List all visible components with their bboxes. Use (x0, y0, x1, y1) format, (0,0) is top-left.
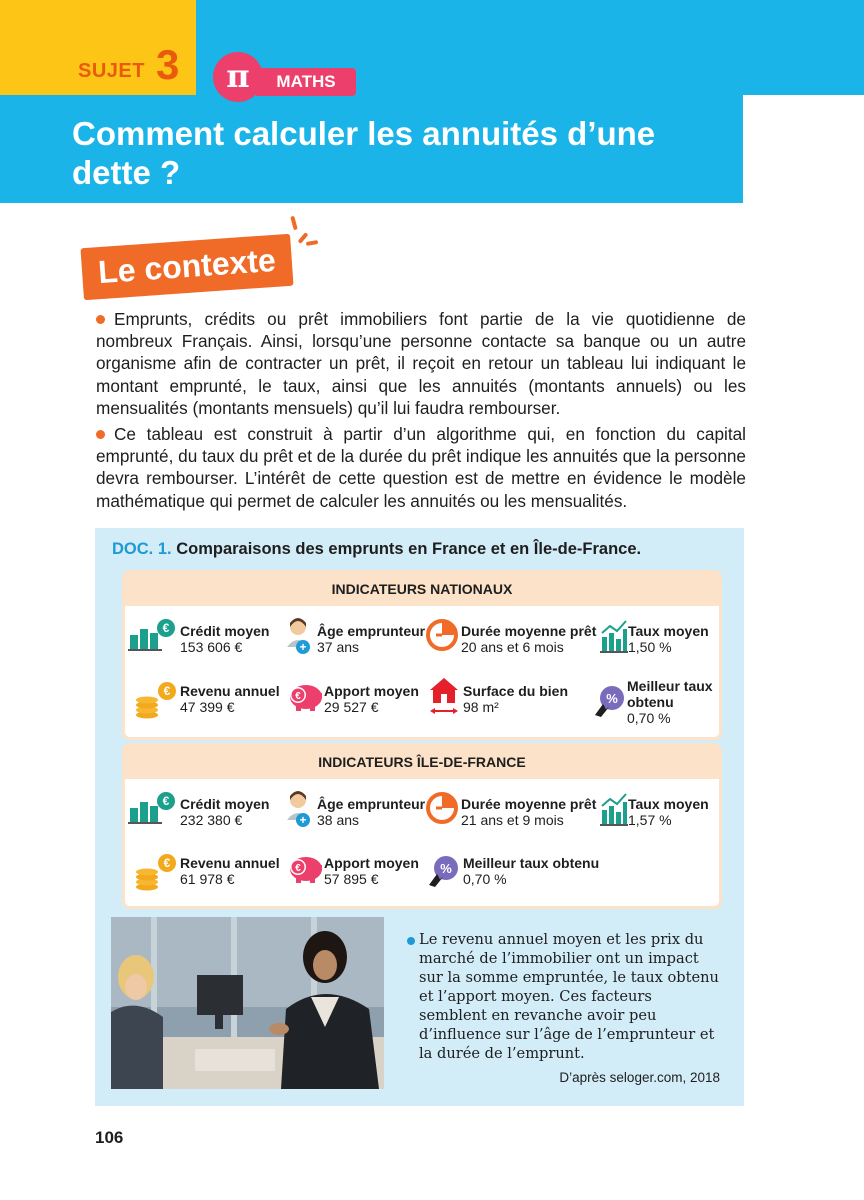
meilleur-value: 0,70 % (463, 871, 507, 887)
coins-icon (133, 681, 179, 719)
page-title: Comment calculer les annuités d’une dette ? (72, 115, 656, 191)
taux-value: 1,57 % (628, 812, 672, 828)
house-icon (428, 676, 460, 716)
revenu-label: Revenu annuel (180, 855, 280, 871)
age-label: Âge emprunteur (317, 623, 426, 639)
coins-icon (133, 853, 179, 891)
piggy-bank-icon (284, 677, 324, 713)
subject-label: MATHS (256, 68, 356, 96)
credit-value: 232 380 € (180, 812, 243, 828)
meeting-photo (111, 917, 384, 1089)
person-icon (285, 617, 315, 655)
percent-cursor-icon (426, 854, 460, 888)
context-tag: Le contexte (80, 234, 293, 301)
national-meilleur (627, 678, 713, 726)
svg-text:€: € (163, 856, 171, 870)
apport-value: 29 527 € (324, 699, 379, 715)
age-value: 37 ans (317, 639, 360, 655)
note-text: Le revenu annuel moyen et les prix du marché de l’immobilier ont un impact sur la somme empruntée, le taux obtenu et l’apport moyen. Ces facteurs semblent en revanche avoir peu d’influence sur l’âge de l’emprunteur et la durée de l’emprunt. (419, 931, 719, 1062)
revenu-value: 47 399 € (180, 699, 235, 715)
national-age (317, 623, 425, 655)
meilleur-label: Meilleur taux obtenu (463, 855, 600, 871)
taux-label: Taux moyen (628, 623, 709, 639)
taux-value: 1,50 % (628, 639, 672, 655)
idf-header: INDICATEURS ÎLE-DE-FRANCE (125, 746, 719, 779)
national-taux (628, 623, 709, 655)
source-credit: D’après seloger.com, 2018 (559, 1070, 720, 1085)
bullet-icon (407, 937, 415, 945)
apport-label: Apport moyen (324, 683, 419, 699)
percent-cursor-icon (592, 684, 626, 718)
idf-credit (180, 796, 269, 828)
svg-text:€: € (295, 691, 301, 702)
pi-icon: π (213, 52, 263, 102)
credit-icon (128, 790, 176, 824)
sujet-label: SUJET (78, 60, 145, 82)
revenu-value: 61 978 € (180, 871, 235, 887)
idf-apport (324, 855, 419, 887)
context-paragraph: Ce tableau est construit à partir d’un algorithme qui, en fonction du capital emprunté, du taux du prêt et de la durée du prêt indique les annuités que la personne devra rembourser. L’intérêt de cette question est de mettre en évidence le modèle mathématique qui permet de calculer les annuités ou les mensualités. (96, 424, 746, 511)
doc-label: DOC. 1. (112, 540, 172, 558)
chart-up-icon (600, 792, 628, 826)
national-revenu (180, 683, 280, 715)
piggy-bank-icon (284, 849, 324, 885)
credit-icon (128, 617, 176, 651)
clock-icon (426, 792, 458, 824)
duree-value: 21 ans et 9 mois (461, 812, 564, 828)
sujet-number: 3 (156, 41, 180, 88)
duree-label: Durée moyenne prêt (461, 623, 597, 639)
svg-text:%: % (440, 861, 452, 876)
svg-text:€: € (163, 684, 171, 698)
svg-text:€: € (162, 794, 170, 808)
idf-meilleur (463, 855, 599, 887)
clock-icon (426, 619, 458, 651)
apport-label: Apport moyen (324, 855, 419, 871)
surface-label: Surface du bien (463, 683, 569, 699)
age-label: Âge emprunteur (317, 796, 426, 812)
spark-icon (290, 216, 297, 231)
taux-label: Taux moyen (628, 796, 709, 812)
svg-text:%: % (606, 691, 618, 706)
idf-taux (628, 796, 709, 828)
idf-age (317, 796, 425, 828)
doc-caption: Comparaisons des emprunts en France et en Île-de-France. (176, 540, 642, 558)
age-value: 38 ans (317, 812, 360, 828)
duree-label: Durée moyenne prêt (461, 796, 597, 812)
svg-text:€: € (295, 863, 301, 874)
svg-text:€: € (162, 621, 170, 635)
credit-label: Crédit moyen (180, 796, 270, 812)
spark-icon (306, 240, 319, 246)
idf-revenu (180, 855, 280, 887)
revenu-label: Revenu annuel (180, 683, 280, 699)
duree-value: 20 ans et 6 mois (461, 639, 564, 655)
meeting-illustration (111, 917, 384, 1089)
apport-value: 57 895 € (324, 871, 379, 887)
national-credit (180, 623, 269, 655)
idf-duree (461, 796, 596, 828)
svg-text:+: + (299, 640, 307, 654)
national-surface (463, 683, 568, 715)
page-number: 106 (95, 1128, 124, 1147)
national-apport (324, 683, 419, 715)
meilleur-label-2: obtenu (627, 694, 674, 710)
doc-title (112, 540, 641, 559)
meilleur-label: Meilleur taux (627, 678, 713, 694)
meilleur-value: 0,70 % (627, 710, 671, 726)
chart-up-icon (600, 619, 628, 653)
svg-text:+: + (299, 813, 307, 827)
person-icon (285, 790, 315, 828)
national-duree (461, 623, 596, 655)
national-header: INDICATEURS NATIONAUX (125, 573, 719, 606)
credit-label: Crédit moyen (180, 623, 270, 639)
surface-value: 98 m² (463, 699, 499, 715)
context-paragraph: Emprunts, crédits ou prêt immobiliers font partie de la vie quotidienne de nombreux Français. Ainsi, lorsqu’une personne contacte sa banque ou un autre organisme afin de contracter un prêt, il reçoit en retour un tableau lui indiquant le montant emprunté, le taux, ainsi que les annuités (montants annuels) ou les mensualités (montants mensuels) qu’il lui faudra rembourser. (96, 309, 746, 418)
credit-value: 153 606 € (180, 639, 243, 655)
